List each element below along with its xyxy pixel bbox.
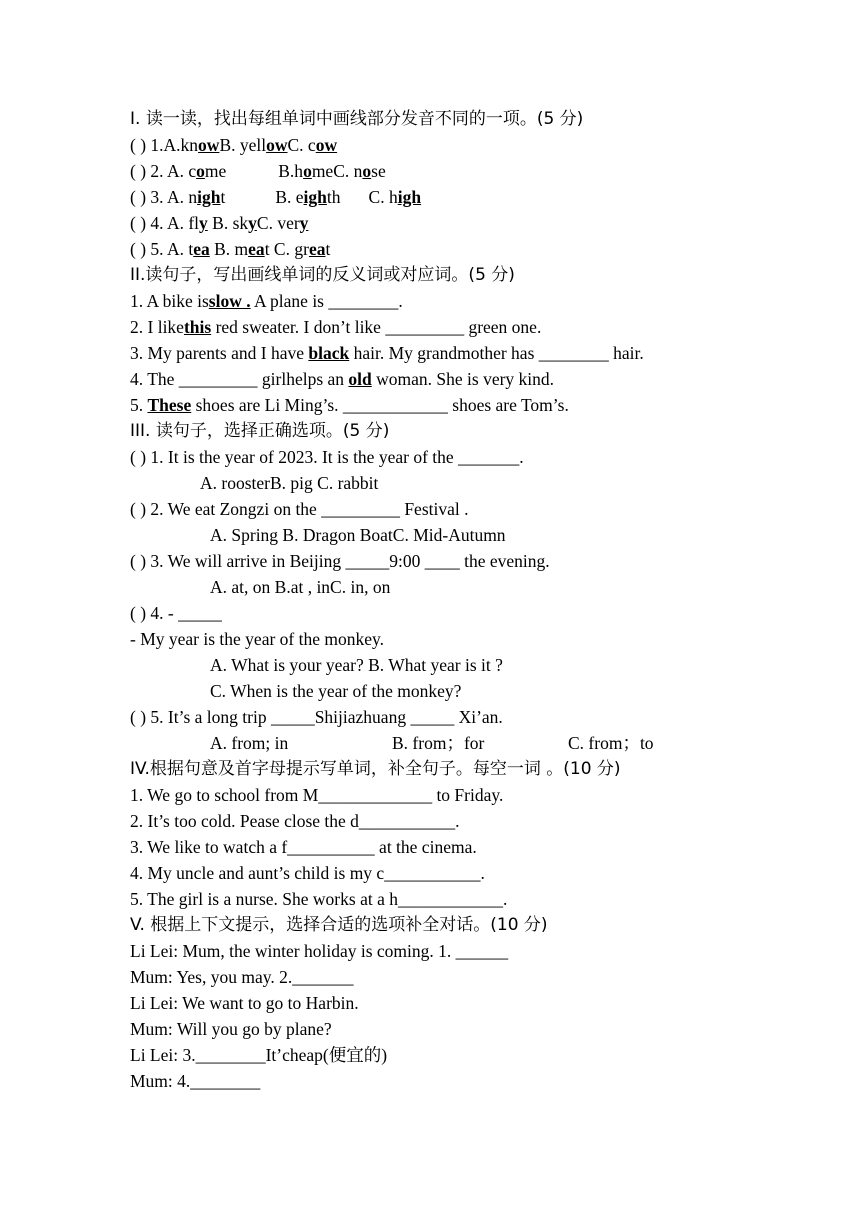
section-5-heading: V. 根据上下文提示，选择合适的选项补全对话。(10 分): [130, 915, 548, 935]
s1-question-3: ( ) 3. A. night B. eighth C. high: [130, 187, 422, 207]
s4-line: 1. We go to school from M_____________ to Friday.: [130, 785, 504, 805]
s2-question-3: 3. My parents and I have black hair. My grandmother has ________ hair.: [130, 343, 644, 363]
s3-q4-options-b: C. When is the year of the monkey?: [210, 681, 462, 701]
s2-question-5: 5. These shoes are Li Ming’s. ____________ shoes are Tom’s.: [130, 395, 569, 415]
s3-q4-options-a: A. What is your year? B. What year is it ?: [210, 655, 503, 675]
answer-paren[interactable]: ( ): [130, 135, 151, 155]
dialogue-line: Li Lei: We want to go to Harbin.: [130, 993, 359, 1013]
s3-q2-options: A. Spring B. Dragon BoatC. Mid-Autumn: [210, 525, 506, 545]
s2-question-1: 1. A bike isslow . A plane is ________.: [130, 291, 403, 311]
section-4-heading: IV.根据句意及首字母提示写单词，补全句子。每空一词 。(10 分): [130, 759, 621, 779]
s1-question-4: ( ) 4. A. fly B. skyC. very: [130, 213, 309, 233]
s3-question-2: ( ) 2. We eat Zongzi on the _________ Festival .: [130, 499, 469, 519]
section-1-heading: I. 读一读，找出每组单词中画线部分发音不同的一项。(5 分): [130, 109, 584, 129]
dialogue-line: Mum: Yes, you may. 2._______: [130, 967, 354, 987]
s1-question-2: ( ) 2. A. come B.homeC. nose: [130, 161, 386, 181]
section-3-heading: III. 读句子，选择正确选项。(5 分): [130, 421, 390, 441]
dialogue-line: Li Lei: Mum, the winter holiday is coming. 1. ______: [130, 941, 509, 961]
s3-q3-options: A. at, on B.at , inC. in, on: [210, 577, 391, 597]
answer-paren[interactable]: ( ): [130, 707, 151, 727]
s4-line: 3. We like to watch a f__________ at the cinema.: [130, 837, 477, 857]
answer-paren[interactable]: ( ): [130, 239, 151, 259]
answer-paren[interactable]: ( ): [130, 499, 151, 519]
s1-question-1: ( ) 1.A.knowB. yellowC. cow: [130, 135, 338, 155]
answer-paren[interactable]: ( ): [130, 447, 151, 467]
answer-paren[interactable]: ( ): [130, 213, 151, 233]
answer-paren[interactable]: ( ): [130, 603, 151, 623]
dialogue-line: Mum: 4.________: [130, 1071, 261, 1091]
s3-question-1: ( ) 1. It is the year of 2023. It is the year of the _______.: [130, 447, 524, 467]
s2-question-4: 4. The _________ girlhelps an old woman. She is very kind.: [130, 369, 555, 389]
s3-question-5: ( ) 5. It’s a long trip _____Shijiazhuang _____ Xi’an.: [130, 707, 503, 727]
dialogue-line: Li Lei: 3.________It’cheap(便宜的): [130, 1045, 388, 1065]
s4-line: 2. It’s too cold. Pease close the d___________.: [130, 811, 460, 831]
s1-question-5: ( ) 5. A. tea B. meat C. great: [130, 239, 331, 259]
s2-question-2: 2. I likethis red sweater. I don’t like _________ green one.: [130, 317, 542, 337]
dialogue-line: Mum: Will you go by plane?: [130, 1019, 332, 1039]
answer-paren[interactable]: ( ): [130, 551, 151, 571]
s3-q1-options: A. roosterB. pig C. rabbit: [200, 473, 379, 493]
s3-question-3: ( ) 3. We will arrive in Beijing _____9:00 ____ the evening.: [130, 551, 550, 571]
s3-question-4: ( ) 4. - _____: [130, 603, 222, 623]
section-2-heading: II.读句子，写出画线单词的反义词或对应词。(5 分): [130, 265, 515, 285]
s4-line: 5. The girl is a nurse. She works at a h____________.: [130, 889, 508, 909]
s3-q5-options: A. from; in B. from；for C. from；to: [210, 733, 654, 753]
answer-paren[interactable]: ( ): [130, 187, 151, 207]
answer-paren[interactable]: ( ): [130, 161, 151, 181]
s4-line: 4. My uncle and aunt’s child is my c___________.: [130, 863, 485, 883]
worksheet: [130, 106, 770, 1094]
s3-q4-answer: - My year is the year of the monkey.: [130, 629, 384, 649]
